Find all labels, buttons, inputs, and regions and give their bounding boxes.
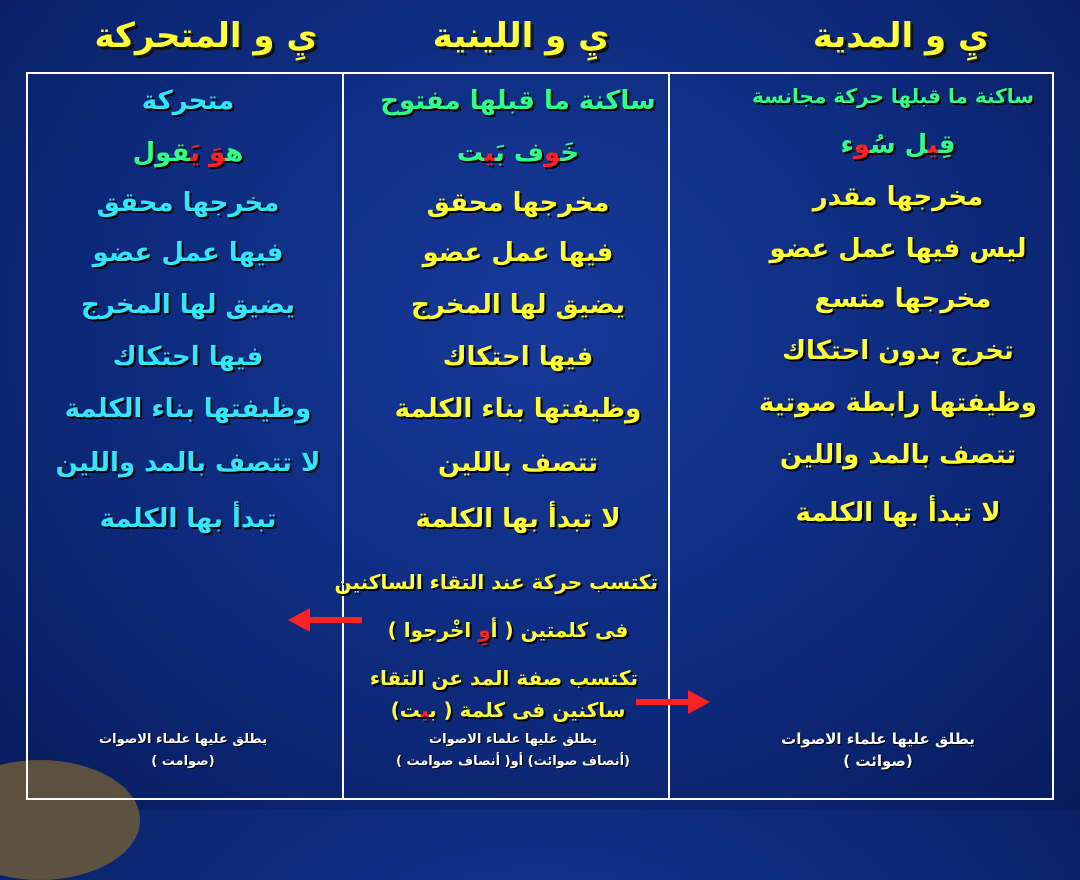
- middle-row-4: فيها عمل عضو: [422, 238, 614, 268]
- header-middle: يِ و اللينية: [432, 16, 610, 56]
- right-row-3: مخرجها مقدر: [812, 182, 984, 212]
- right-row-7: وظيفتها رابطة صوتية: [759, 388, 1037, 418]
- middle-row-7: وظيفتها بناء الكلمة: [394, 394, 642, 424]
- column-headers: [26, 6, 1056, 68]
- middle-row-5: يضيق لها المخرج: [411, 290, 625, 320]
- left-note-2: (صوامت ): [151, 754, 215, 769]
- middle-row-13: ساكنين فى كلمة ( بيت): [390, 698, 626, 722]
- left-row-8: لا تتصف بالمد واللين: [55, 448, 321, 478]
- left-row-9: تبدأ بها الكلمة: [99, 504, 277, 534]
- left-row-6: فيها احتكاك: [112, 342, 264, 372]
- right-row-9: لا تبدأ بها الكلمة: [795, 498, 1001, 528]
- middle-row-6: فيها احتكاك: [442, 342, 594, 372]
- right-row-5: مخرجها متسع: [814, 284, 992, 314]
- right-note-1: يطلق عليها علماء الاصوات: [781, 730, 975, 748]
- middle-row-9: لا تبدأ بها الكلمة: [415, 504, 621, 534]
- comparison-table: [26, 72, 1054, 800]
- left-row-2: هوَ يَقول: [132, 138, 244, 168]
- arrow-left-icon: [288, 606, 364, 634]
- middle-row-12: تكتسب صفة المد عن التقاء: [369, 666, 638, 690]
- right-row-2: قِيل سُوء: [840, 130, 956, 160]
- right-row-1: ساكنة ما قبلها حركة مجانسة: [752, 84, 1034, 108]
- middle-note-1: يطلق عليها علماء الاصوات: [429, 732, 597, 747]
- arrow-right-icon: [634, 688, 710, 716]
- right-row-8: تتصف بالمد واللين: [779, 440, 1017, 470]
- right-note-2: (صوائت ): [843, 752, 913, 770]
- middle-row-3: مخرجها محقق: [426, 188, 610, 218]
- right-row-6: تخرج بدون احتكاك: [782, 336, 1014, 366]
- middle-row-1: ساكنة ما قبلها مفتوح: [380, 86, 656, 116]
- right-row-4: ليس فيها عمل عضو: [769, 234, 1027, 264]
- left-row-7: وظيفتها بناء الكلمة: [64, 394, 312, 424]
- header-left: يِ و المتحركة: [94, 16, 318, 56]
- column-divider-left: [342, 74, 344, 798]
- left-note-1: يطلق عليها علماء الاصوات: [99, 732, 267, 747]
- middle-row-11: فى كلمتين ( أوِ اخْرجوا ): [387, 618, 629, 642]
- middle-note-2: (أنصاف صوائت) أو( أنصاف صوامت ): [396, 754, 630, 769]
- left-row-5: يضيق لها المخرج: [81, 290, 295, 320]
- header-right: يِ و المدية: [812, 16, 990, 56]
- left-row-4: فيها عمل عضو: [92, 238, 284, 268]
- middle-row-2: خَوف بَيت: [456, 138, 580, 168]
- left-row-3: مخرجها محقق: [96, 188, 280, 218]
- middle-row-8: تتصف باللين: [438, 448, 598, 478]
- middle-row-10: تكتسب حركة عند التقاء الساكنين: [334, 570, 658, 594]
- left-row-1: متحركة: [141, 86, 235, 116]
